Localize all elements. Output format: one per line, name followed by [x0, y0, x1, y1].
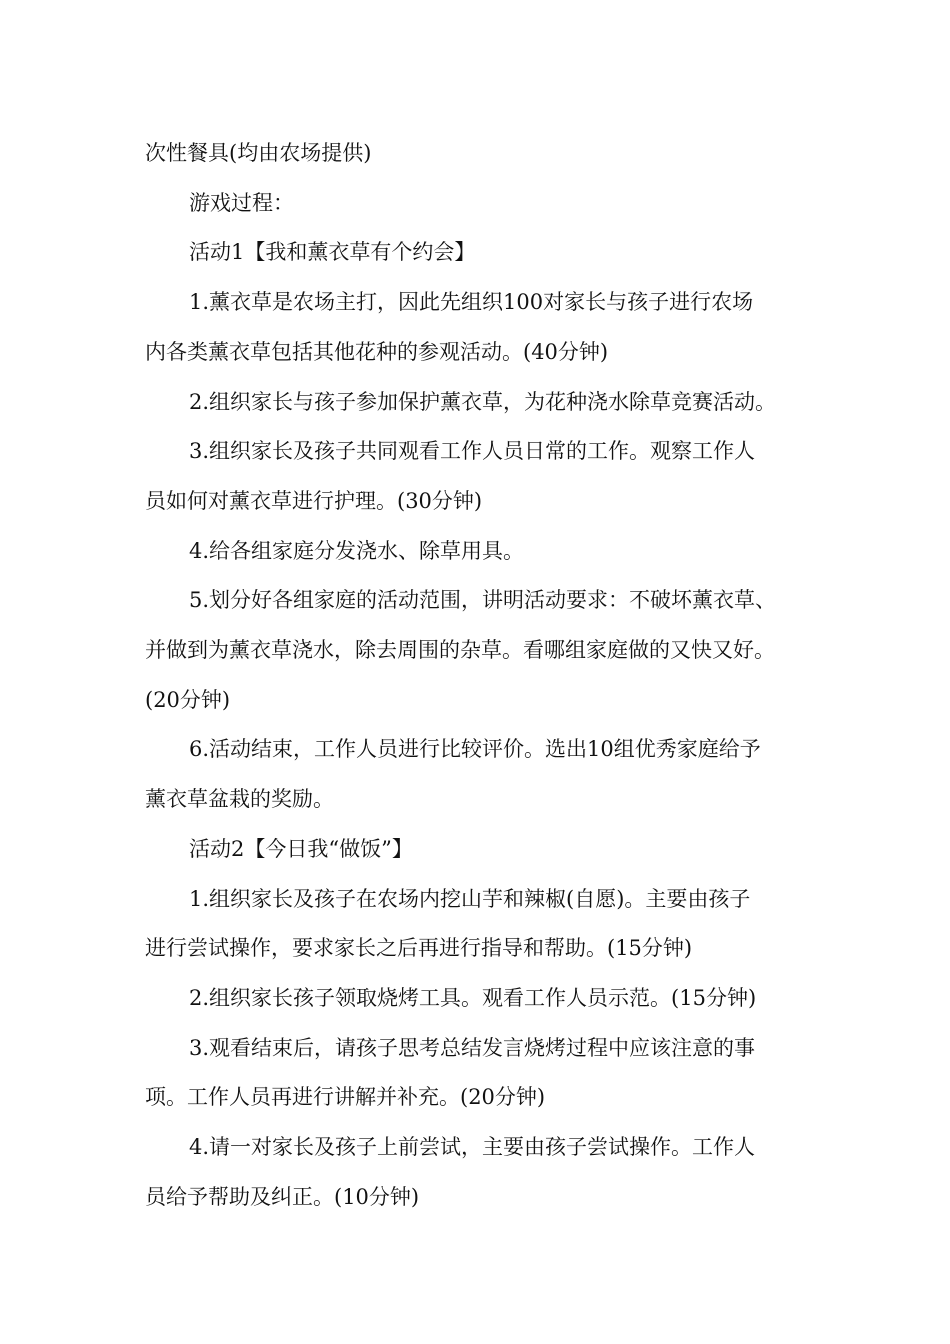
text-line: (20分钟)	[145, 687, 231, 712]
text-line: 6.活动结束，工作人员进行比较评价。选出10组优秀家庭给予	[189, 737, 761, 762]
text-line: 3.观看结束后，请孩子思考总结发言烧烤过程中应该注意的事	[189, 1035, 756, 1060]
text-line: 5.划分好各组家庭的活动范围，讲明活动要求：不破坏薰衣草、	[189, 588, 777, 613]
text-line: 薰衣草盆栽的奖励。	[145, 787, 334, 812]
text-line: 内各类薰衣草包括其他花种的参观活动。(40分钟)	[145, 339, 609, 364]
text-line: 4.给各组家庭分发浇水、除草用具。	[189, 538, 525, 563]
text-line: 进行尝试操作，要求家长之后再进行指导和帮助。(15分钟)	[145, 936, 693, 961]
text-line: 游戏过程：	[189, 190, 294, 215]
section-heading: 活动1【我和薰衣草有个约会】	[189, 240, 476, 265]
text-line: 1.薰衣草是农场主打，因此先组织100对家长与孩子进行农场	[189, 290, 754, 315]
text-line: 2.组织家长与孩子参加保护薰衣草，为花种浇水除草竞赛活动。	[189, 389, 777, 414]
text-line: 次性餐具(均由农场提供)	[145, 141, 372, 165]
document-body	[145, 129, 813, 1222]
text-line: 2.组织家长孩子领取烧烤工具。观看工作人员示范。(15分钟)	[189, 985, 757, 1010]
text-line: 项。工作人员再进行讲解并补充。(20分钟)	[145, 1085, 546, 1110]
text-line: 4.请一对家长及孩子上前尝试，主要由孩子尝试操作。工作人	[189, 1135, 756, 1160]
text-line: 1.组织家长及孩子在农场内挖山芋和辣椒(自愿)。主要由孩子	[189, 886, 751, 911]
text-line: 员给予帮助及纠正。(10分钟)	[145, 1184, 420, 1209]
text-line: 并做到为薰衣草浇水，除去周围的杂草。看哪组家庭做的又快又好。	[145, 638, 775, 663]
text-line: 员如何对薰衣草进行护理。(30分钟)	[145, 488, 483, 513]
text-line: 3.组织家长及孩子共同观看工作人员日常的工作。观察工作人	[189, 439, 756, 464]
section-heading: 活动2【今日我“做饭”】	[189, 836, 413, 861]
